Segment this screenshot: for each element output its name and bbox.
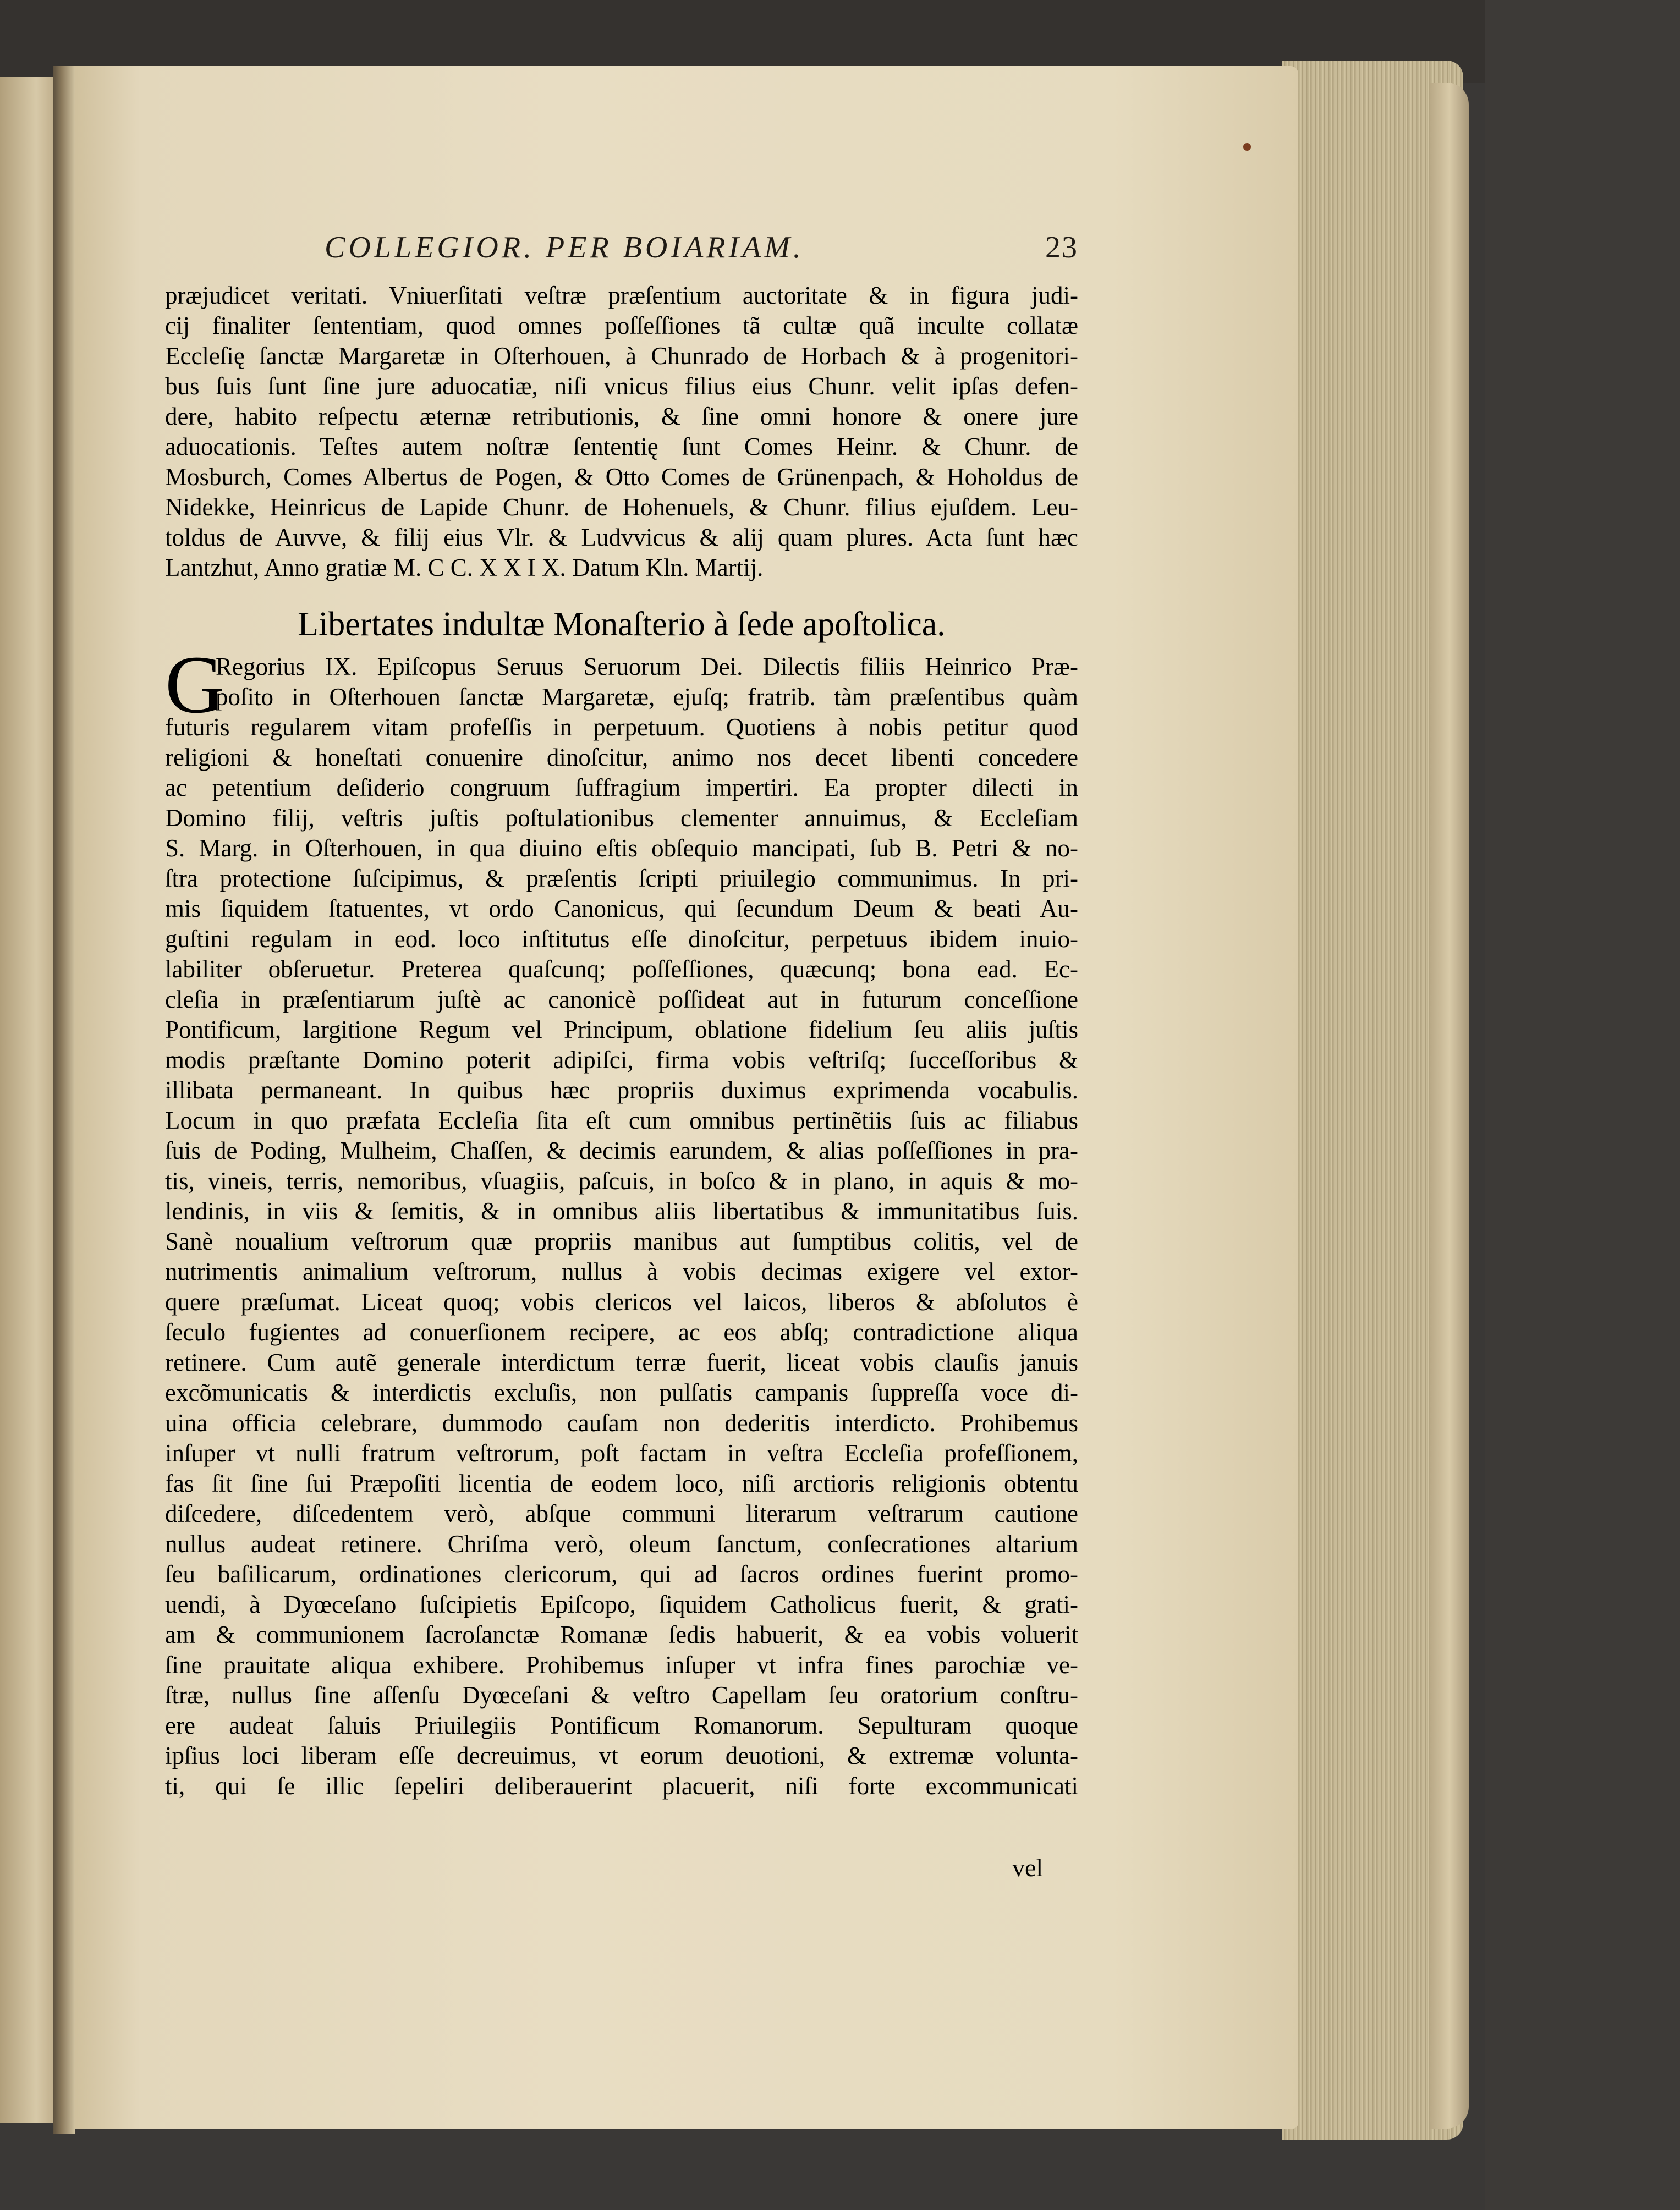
text-line: lendinis, in viis & ſemitis, & in omnibus aliis libertatibus & immunitatibus ſuis. bbox=[165, 1197, 1078, 1225]
background-cloth-right bbox=[1485, 0, 1680, 2210]
text-line: ac petentium deſiderio congruum ſuffragium impertiri. Ea propter dilecti in bbox=[165, 774, 1078, 801]
book-gutter bbox=[53, 66, 75, 2134]
drop-capital: G bbox=[165, 639, 225, 730]
text-line: Pontificum, largitione Regum vel Principum, oblatione fidelium ſeu aliis juſtis bbox=[165, 1016, 1078, 1043]
text-line: ipſius loci liberam eſſe decreuimus, vt eorum deuotioni, & extremæ volunta- bbox=[165, 1742, 1078, 1769]
text-line: S. Marg. in Oſterhouen, in qua diuino eſtis obſequio mancipati, ſub B. Petri & no- bbox=[165, 834, 1078, 862]
running-header bbox=[165, 230, 1078, 281]
text-line: Eccleſię ſanctæ Margaretæ in Oſterhouen, à Chunrado de Horbach & à progenitori- bbox=[165, 342, 1078, 370]
text-line: uina officia celebrare, dummodo cauſam non dederitis interdicto. Prohibemus bbox=[165, 1409, 1078, 1437]
text-line: fas ſit ſine ſui Præpoſiti licentia de eodem loco, niſi arctioris religionis obtentu bbox=[165, 1470, 1078, 1497]
text-line: ſtræ, nullus ſine aſſenſu Dyœceſani & veſtro Capellam ſeu oratorium conſtru- bbox=[165, 1681, 1078, 1709]
text-line: ere audeat ſaluis Priuilegiis Pontificum Romanorum. Sepulturam quoque bbox=[165, 1712, 1078, 1739]
text-line: Locum in quo præfata Eccleſia ſita eſt cum omnibus pertinẽtiis ſuis ac filiabus bbox=[165, 1107, 1078, 1134]
text-line: uendi, à Dyœceſano ſuſcipietis Epiſcopo, ſiquidem Catholicus fuerit, & grati- bbox=[165, 1591, 1078, 1618]
text-line: ti, qui ſe illic ſepeliri deliberauerint placuerit, niſi forte excommunicati bbox=[165, 1772, 1078, 1800]
text-line: præjudicet veritati. Vniuerſitati veſtræ præſentium auctoritate & in figura judi- bbox=[165, 282, 1078, 309]
text-line: nullus audeat retinere. Chriſma verò, oleum ſanctum, conſecrationes altarium bbox=[165, 1530, 1078, 1558]
text-line: religioni & honeſtati conuenire dinoſcitur, animo nos decet libenti concedere bbox=[165, 744, 1078, 771]
text-line: illibata permaneant. In quibus hæc propriis duximus exprimenda vocabulis. bbox=[165, 1076, 1078, 1104]
text-line: aduocationis. Teſtes autem noſtræ ſententię ſunt Comes Heinr. & Chunr. de bbox=[165, 433, 1078, 460]
text-line: ſeu baſilicarum, ordinationes clericorum, qui ad ſacros ordines fuerint promo- bbox=[165, 1560, 1078, 1588]
text-line: Mosburch, Comes Albertus de Pogen, & Otto Comes de Grünenpach, & Hoholdus de bbox=[165, 463, 1078, 491]
text-line: ſeculo fugientes ad conuerſionem recipere, ac eos abſq; contradictione aliqua bbox=[165, 1318, 1078, 1346]
text-line: toldus de Auvve, & filij eius Vlr. & Ludvvicus & alij quam plures. Acta ſunt hæc bbox=[165, 524, 1078, 551]
text-line: Sanè noualium veſtrorum quæ propriis manibus aut ſumptibus colitis, vel de bbox=[165, 1228, 1078, 1255]
text-line: dere, habito reſpectu æternæ retributionis, & ſine omni honore & onere jure bbox=[165, 403, 1078, 430]
text-line: diſcedere, diſcedentem verò, abſque communi literarum veſtrarum cautione bbox=[165, 1500, 1078, 1527]
text-line: nutrimentis animalium veſtrorum, nullus à vobis decimas exigere vel extor- bbox=[165, 1258, 1078, 1285]
text-line: cij finaliter ſententiam, quod omnes poſſeſſiones tã cultæ quã inculte collatæ bbox=[165, 312, 1078, 339]
text-line: futuris regularem vitam profeſſis in perpetuum. Quotiens à nobis petitur quod bbox=[165, 713, 1078, 741]
catchword: vel bbox=[1012, 1854, 1044, 1882]
text-line: guſtini regulam in eod. loco inſtitutus eſſe dinoſcitur, perpetuus ibidem inuio- bbox=[165, 925, 1078, 953]
text-line: mis ſiquidem ſtatuentes, vt ordo Canonicus, qui ſecundum Deum & beati Au- bbox=[165, 895, 1078, 922]
text-line: inſuper vt nulli fratrum veſtrorum, poſt factam in veſtra Eccleſia profeſſionem, bbox=[165, 1439, 1078, 1467]
text-line: cleſia in præſentiarum juſtè ac canonicè poſſideat aut in futurum conceſſione bbox=[165, 986, 1078, 1013]
text-line: modis præſtante Domino poterit adipiſci, firma vobis veſtriſq; ſucceſſoribus & bbox=[165, 1046, 1078, 1074]
running-title: COLLEGIOR. PER BOIARIAM. bbox=[325, 230, 804, 265]
text-line: ſtra protectione ſuſcipimus, & præſentis ſcripti priuilegio communimus. In pri- bbox=[165, 865, 1078, 892]
text-line: am & communionem ſacroſanctæ Romanæ ſedis habuerit, & ea vobis voluerit bbox=[165, 1621, 1078, 1648]
text-line: Lantzhut, Anno gratiæ M. C C. X X I X. Datum Kln. Martij. bbox=[165, 554, 764, 581]
paragraph-charter-end bbox=[165, 281, 1078, 583]
text-line: Domino filij, veſtris juſtis poſtulationibus clementer annuimus, & Eccleſiam bbox=[165, 804, 1078, 832]
text-line: quere præſumat. Liceat quoq; vobis clericos vel laicos, liberos & abſolutos è bbox=[165, 1288, 1078, 1316]
text-line: retinere. Cum autẽ generale interdictum terræ fuerit, liceat vobis clauſis januis bbox=[165, 1349, 1078, 1376]
text-line: ſine prauitate aliqua exhibere. Prohibemus inſuper vt infra fines parochiæ ve- bbox=[165, 1651, 1078, 1679]
ink-speck bbox=[1243, 143, 1251, 151]
text-line: Nidekke, Heinricus de Lapide Chunr. de Hohenuels, & Chunr. filius ejuſdem. Leu- bbox=[165, 493, 1078, 521]
text-line: Regorius IX. Epiſcopus Seruus Seruorum Dei. Dilectis filiis Heinrico Præ- bbox=[216, 653, 1078, 680]
text-line: bus ſuis ſunt ſine jure aduocatiæ, niſi vnicus filius eius Chunr. velit ipſas defen- bbox=[165, 372, 1078, 400]
text-line: poſito in Oſterhouen ſanctæ Margaretæ, ejuſq; fratrib. tàm præſentibus quàm bbox=[216, 683, 1078, 711]
book-fore-edge-rim bbox=[1430, 83, 1469, 2129]
page-number: 23 bbox=[1045, 230, 1078, 265]
text-line: ſuis de Poding, Mulheim, Chaſſen, & decimis earundem, & alias poſſeſſiones in pra- bbox=[165, 1137, 1078, 1164]
section-heading: Libertates indultæ Monaſterio à ſede apoſtolica. bbox=[298, 606, 946, 643]
text-line: tis, vineis, terris, nemoribus, vſuagiis, paſcuis, in boſco & in plano, in aquis & mo- bbox=[165, 1167, 1078, 1195]
text-line: labiliter obſeruetur. Preterea quaſcunq; poſſeſſiones, quæcunq; bona ead. Ec- bbox=[165, 955, 1078, 983]
text-line: excõmunicatis & interdictis excluſis, non pulſatis campanis ſuppreſſa voce di- bbox=[165, 1379, 1078, 1406]
paragraph-papal-bull bbox=[165, 639, 1078, 1801]
